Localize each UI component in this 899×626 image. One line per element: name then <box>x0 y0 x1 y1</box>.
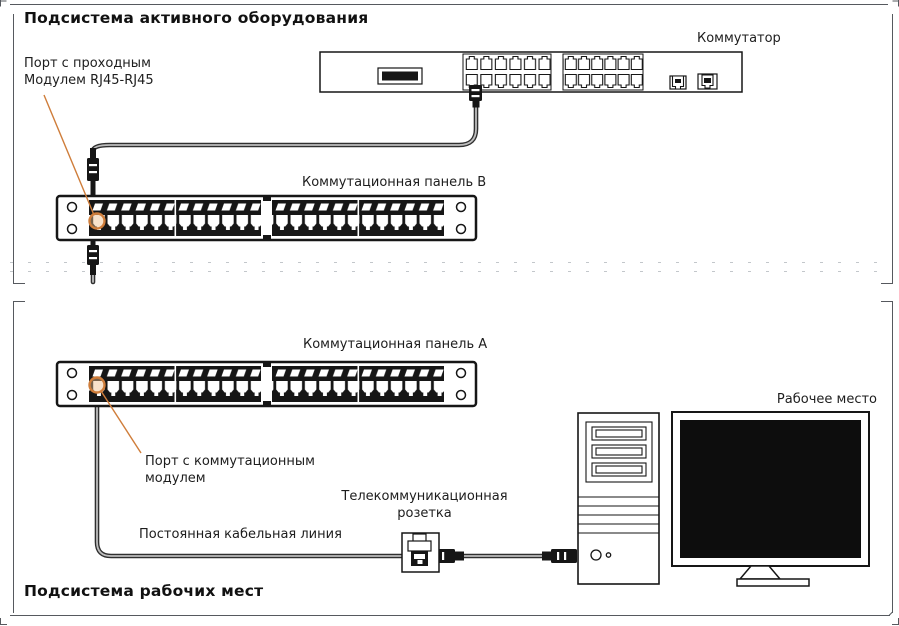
telecom-outlet <box>402 533 439 572</box>
switch-port-group-1 <box>463 54 551 90</box>
switch-uplink-port-1 <box>670 76 686 89</box>
label-pass-through-port-line2: Модулем RJ45-RJ45 <box>24 73 154 88</box>
label-panel-b: Коммутационная панель B <box>302 175 487 190</box>
label-pass-through-port-line1: Порт с проходным <box>24 56 151 71</box>
switch-port-group-2 <box>563 54 643 90</box>
patch-panel-a <box>57 362 476 406</box>
rj45-plug-below-panel-b <box>87 240 99 275</box>
monitor-stand <box>740 566 780 579</box>
label-workplace: Рабочее место <box>776 392 877 407</box>
label-comm-module-port-line1: Порт с коммутационным <box>145 454 315 469</box>
patch-panel-b <box>57 196 476 240</box>
switch-uplink-port-2 <box>698 74 717 89</box>
label-switch: Коммутатор <box>697 31 781 46</box>
rj45-plug-into-switch <box>469 85 482 108</box>
section-title-active-equipment: Подсистема активного оборудования <box>24 9 369 27</box>
network-switch <box>320 52 742 92</box>
label-comm-module-port <box>145 453 315 487</box>
label-telecom-outlet-line1: Телекоммуникационная <box>341 489 508 504</box>
drive-bays <box>592 427 646 476</box>
pc-tower <box>578 413 659 584</box>
label-comm-module-port-line2: модулем <box>145 471 206 486</box>
patch-cord-switch-to-panel-b <box>93 106 476 151</box>
monitor <box>672 412 869 586</box>
label-telecom-outlet-line2: розетка <box>397 506 452 521</box>
label-pass-through-port <box>24 55 154 89</box>
power-button <box>591 550 601 560</box>
monitor-base <box>737 579 809 586</box>
section-title-workplaces: Подсистема рабочих мест <box>24 582 264 600</box>
power-led <box>606 553 610 557</box>
monitor-screen <box>680 420 861 558</box>
label-telecom-outlet <box>332 488 517 522</box>
switch-status-display <box>378 68 422 84</box>
label-panel-a: Коммутационная панель А <box>303 337 488 352</box>
rj45-plug-into-panel-b-top <box>87 148 99 196</box>
rj45-plug-into-pc <box>542 549 577 563</box>
label-permanent-link: Постоянная кабельная линия <box>139 527 342 542</box>
